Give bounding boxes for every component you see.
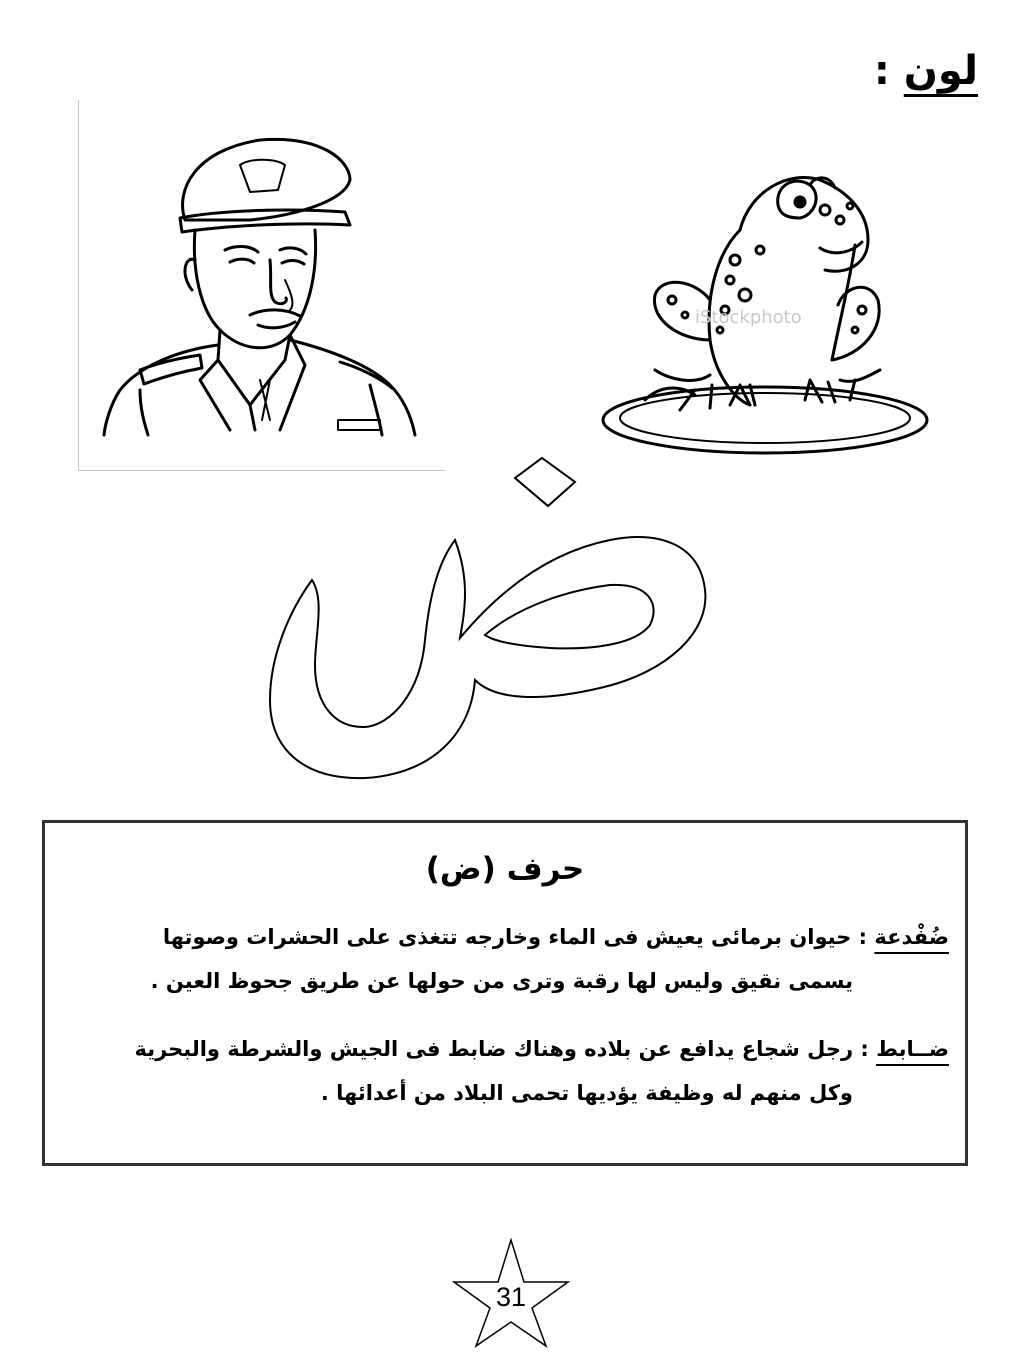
entry-line: حيوان برمائى يعيش فى الماء وخارجه تتغذى على الحشرات وصوتها xyxy=(162,925,852,949)
instruction-colon: : xyxy=(873,48,904,94)
entry-line: رجل شجاع يدافع عن بلاده وهناك ضابط فى الجيش والشرطة والبحرية xyxy=(134,1037,854,1061)
entry-officer xyxy=(65,1027,949,1115)
entry-term: ضــابط xyxy=(876,1037,949,1061)
page-number: 31 xyxy=(495,1282,527,1312)
letter-info-box xyxy=(42,820,968,1166)
entry-term: ضُفْدعة xyxy=(874,925,949,949)
letter-dad-outline xyxy=(250,440,720,790)
instruction-word: لون xyxy=(903,48,978,94)
entry-separator: : xyxy=(853,1037,877,1061)
entry-line: يسمى نقيق وليس لها رقبة وترى من حولها عن طريق جحوظ العين . xyxy=(150,969,853,993)
entry-frog xyxy=(65,915,949,1003)
letter-title: حرف (ض) xyxy=(425,851,585,887)
officer-illustration xyxy=(100,130,430,440)
entry-line: وكل منهم له وظيفة يؤديها تحمى البلاد من أعدائها . xyxy=(320,1081,853,1105)
frog-illustration xyxy=(600,170,930,460)
entry-separator: : xyxy=(851,925,875,949)
watermark-text: iStockphoto xyxy=(695,307,802,328)
coloring-instruction xyxy=(874,48,978,94)
